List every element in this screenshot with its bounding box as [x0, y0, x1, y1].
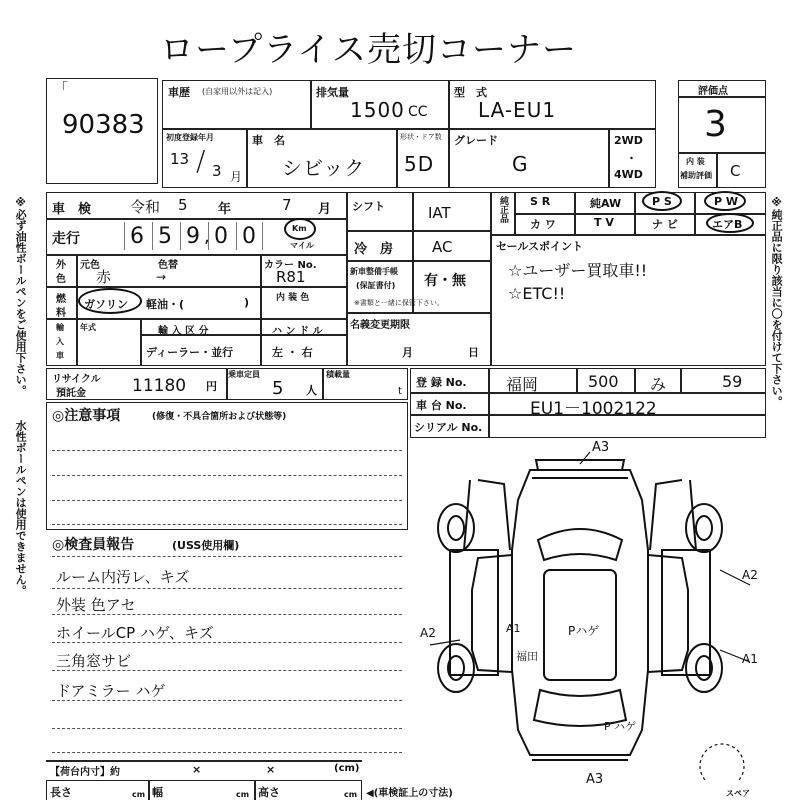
handle-label: ハ ン ド ル	[272, 326, 323, 337]
manual-value: 有・無	[424, 273, 466, 289]
registration-area: 福岡	[506, 375, 539, 394]
repaint-value: →	[156, 270, 167, 284]
reg-month-value: 3	[212, 162, 222, 180]
cargo-times-2: ×	[266, 763, 276, 776]
genuine-label: 純正品	[498, 196, 508, 223]
registration-class: 500	[588, 372, 619, 391]
fuel-diesel: 軽油・(	[146, 298, 185, 311]
inspection-label: 車 検	[52, 202, 92, 217]
doors-label: 形状・ドア数	[400, 133, 442, 141]
damage-mark-a2-left: A2	[420, 626, 436, 640]
import-label-1: 輸	[56, 323, 64, 332]
fuel-label-1: 燃	[56, 294, 66, 305]
inspector-line-4: 三角窓サビ	[56, 652, 132, 670]
drive-dot: ・	[626, 152, 637, 165]
color-code-label: カラー No.	[264, 260, 317, 271]
damage-mark-p-rear: P ハゲ	[604, 720, 637, 733]
serial-label: シリアル No.	[414, 421, 483, 434]
interior-label-2: 補助評価	[680, 171, 712, 180]
aircon-value: AC	[432, 238, 453, 256]
shift-label: シフト	[352, 200, 385, 213]
inspector-title: ◎検査員報告	[52, 537, 135, 553]
aircon-label: 冷 房	[354, 242, 394, 257]
selling-label: セールスポイント	[496, 240, 584, 253]
color-code-value: R81	[276, 268, 306, 286]
notes-sub: (修復・不具合箇所および状態等)	[152, 412, 287, 422]
page-title: ロープライス売切コーナー	[160, 30, 577, 70]
mileage-digit-3: 9	[186, 224, 201, 249]
inspector-line-1: ルーム内汚レ、キズ	[56, 568, 190, 586]
inspection-year: 5	[178, 196, 188, 214]
registration-kana: み	[650, 375, 667, 394]
selling-line-2: ☆ETC!!	[508, 284, 566, 303]
reg-year-value: 13	[170, 150, 190, 168]
damage-mark-a1-right: A1	[742, 652, 758, 666]
color-label-2: 色	[56, 274, 66, 285]
side-note-left: ※必ず油性ボールペンをご使用下さい。	[14, 196, 28, 396]
chassis-value: EU1－1002122	[530, 399, 657, 419]
inspector-line-5: ドアミラー ハゲ	[56, 682, 166, 700]
mileage-unit-mile: マイル	[290, 241, 314, 250]
name-change-day: 日	[468, 346, 479, 359]
genuine-airbag-circle	[706, 213, 754, 233]
recycle-value: 11180	[132, 376, 187, 396]
mileage-digit-1: 6	[130, 224, 145, 249]
mileage-unit-km: Km	[292, 224, 307, 233]
cargo-height: 高さ	[258, 786, 280, 799]
cargo-height-unit: cm	[344, 790, 358, 799]
load-label: 積載量	[326, 370, 350, 379]
mileage-comma: ,	[204, 226, 211, 247]
fuel-gas-circle	[78, 288, 142, 314]
mileage-digit-5: 0	[242, 224, 257, 249]
cargo-width-unit: cm	[236, 790, 250, 799]
model-label: 型 式	[454, 86, 487, 99]
genuine-aw: 純AW	[590, 197, 622, 210]
manual-label: 新車整備手帳	[350, 267, 398, 276]
grade-value: G	[512, 152, 529, 176]
genuine-airbag: エアB	[712, 218, 743, 231]
interior-value: C	[730, 162, 741, 180]
import-label-3: 車	[56, 351, 64, 360]
registration-label: 登 録 No.	[416, 376, 467, 389]
damage-mark-fukuda: 福田	[516, 650, 538, 663]
manual-note: ※書類と一緒に保管下さい。	[354, 299, 444, 307]
grade-label: グレード	[454, 134, 498, 147]
car-name-label: 車 名	[252, 134, 285, 147]
name-change-label: 名義変更期限	[350, 320, 410, 331]
lot-corner-mark: 「	[54, 81, 68, 97]
recycle-label-2: 預託金	[56, 388, 86, 399]
history-note: (自家用以外は記入)	[202, 87, 273, 96]
color-label-1: 外	[56, 260, 66, 271]
history-label: 車歴	[168, 86, 190, 99]
reg-month-unit: 月	[230, 170, 243, 184]
cargo-length-unit: cm	[132, 790, 146, 799]
genuine-pw: P W	[714, 195, 739, 208]
inspection-month: 7	[282, 196, 292, 214]
lot-number: 90383	[62, 110, 145, 140]
damage-mark-a2-right: A2	[742, 568, 758, 582]
damage-mark-a3-top: A3	[592, 440, 610, 455]
manual-sub: (保証書付)	[356, 281, 396, 290]
damage-mark-a3-bottom: A3	[586, 772, 604, 787]
repaint-label: 色替	[158, 260, 178, 271]
displacement-value: 1500	[350, 98, 405, 122]
displacement-label: 排気量	[316, 86, 349, 99]
score-value: 3	[704, 104, 728, 145]
cargo-length: 長さ	[50, 786, 72, 799]
mileage-digit-2: 5	[158, 224, 173, 249]
capacity-unit: 人	[306, 384, 317, 397]
fuel-close: )	[244, 296, 250, 309]
load-unit: t	[398, 386, 402, 397]
orig-color-label: 元色	[80, 260, 100, 271]
cargo-times-1: ×	[192, 763, 202, 776]
mileage-digit-4: 0	[214, 224, 229, 249]
inspector-line-2: 外装 色アセ	[56, 596, 136, 614]
import-kubun-value: ディーラー・並行	[146, 346, 234, 359]
cargo-width: 幅	[152, 786, 163, 799]
score-label: 評価点	[698, 86, 728, 97]
interior-color-label: 内 装 色	[276, 293, 310, 303]
mileage-label: 走行	[52, 231, 80, 247]
selling-line-1: ☆ユーザー買取車!!	[508, 261, 648, 280]
drive-4wd: 4WD	[614, 168, 643, 181]
fuel-gas: ガソリン	[84, 298, 128, 311]
car-name-value: シビック	[282, 156, 366, 180]
fuel-label-2: 料	[56, 308, 66, 319]
genuine-ps-circle	[642, 191, 682, 211]
damage-mark-p-roof: Pハゲ	[568, 624, 600, 638]
capacity-value: 5	[272, 378, 284, 399]
chassis-label: 車 台 No.	[416, 399, 467, 412]
genuine-ps: P S	[652, 195, 672, 208]
inspection-era: 令和	[130, 198, 161, 216]
damage-mark-a1-inner: A1	[506, 622, 521, 635]
spare-label: スペア	[726, 789, 750, 798]
displacement-unit: CC	[408, 104, 428, 120]
drive-2wd: 2WD	[614, 134, 643, 147]
name-change-month: 月	[402, 346, 413, 359]
cargo-cm: (cm)	[334, 763, 360, 774]
genuine-pw-circle	[704, 191, 746, 211]
orig-color-value: 赤	[96, 268, 112, 286]
inspector-line-3: ホイールCP ハゲ、キズ	[56, 624, 214, 642]
capacity-label: 乗車定員	[228, 370, 260, 379]
inspection-year-unit: 年	[218, 202, 232, 217]
genuine-tv: T V	[594, 216, 614, 229]
import-year-label: 年式	[80, 323, 96, 332]
genuine-kawa: カ ワ	[530, 218, 556, 231]
shift-value: IAT	[428, 204, 451, 222]
handle-value: 左 ・ 右	[272, 346, 313, 359]
import-kubun-label: 輸 入 区 分	[158, 326, 209, 337]
import-label-2: 入	[56, 337, 64, 346]
side-note-left-2: 水性ボールペンは使用できません。	[14, 420, 28, 596]
notes-title: ◎注意事項	[52, 408, 121, 424]
model-value: LA-EU1	[478, 98, 557, 122]
interior-label: 内 装	[686, 157, 705, 166]
doors-value: 5D	[404, 152, 435, 176]
genuine-navi: ナ ビ	[652, 218, 678, 231]
cargo-label: 【荷台内寸】約	[50, 767, 120, 778]
reg-year-label: 初度登録年月	[166, 133, 214, 142]
inspection-month-unit: 月	[318, 202, 332, 217]
recycle-label-1: リサイクル	[52, 374, 101, 385]
cargo-note: ◀(車検証上の寸法)	[366, 788, 453, 799]
inspector-sub: (USS使用欄)	[172, 539, 240, 552]
registration-number: 59	[722, 372, 743, 391]
cargo-box	[46, 780, 362, 800]
side-note-right: ※純正品に限り該当に〇を付けて下さい。	[770, 196, 784, 407]
genuine-sr: S R	[530, 195, 551, 208]
recycle-unit: 円	[206, 380, 217, 393]
